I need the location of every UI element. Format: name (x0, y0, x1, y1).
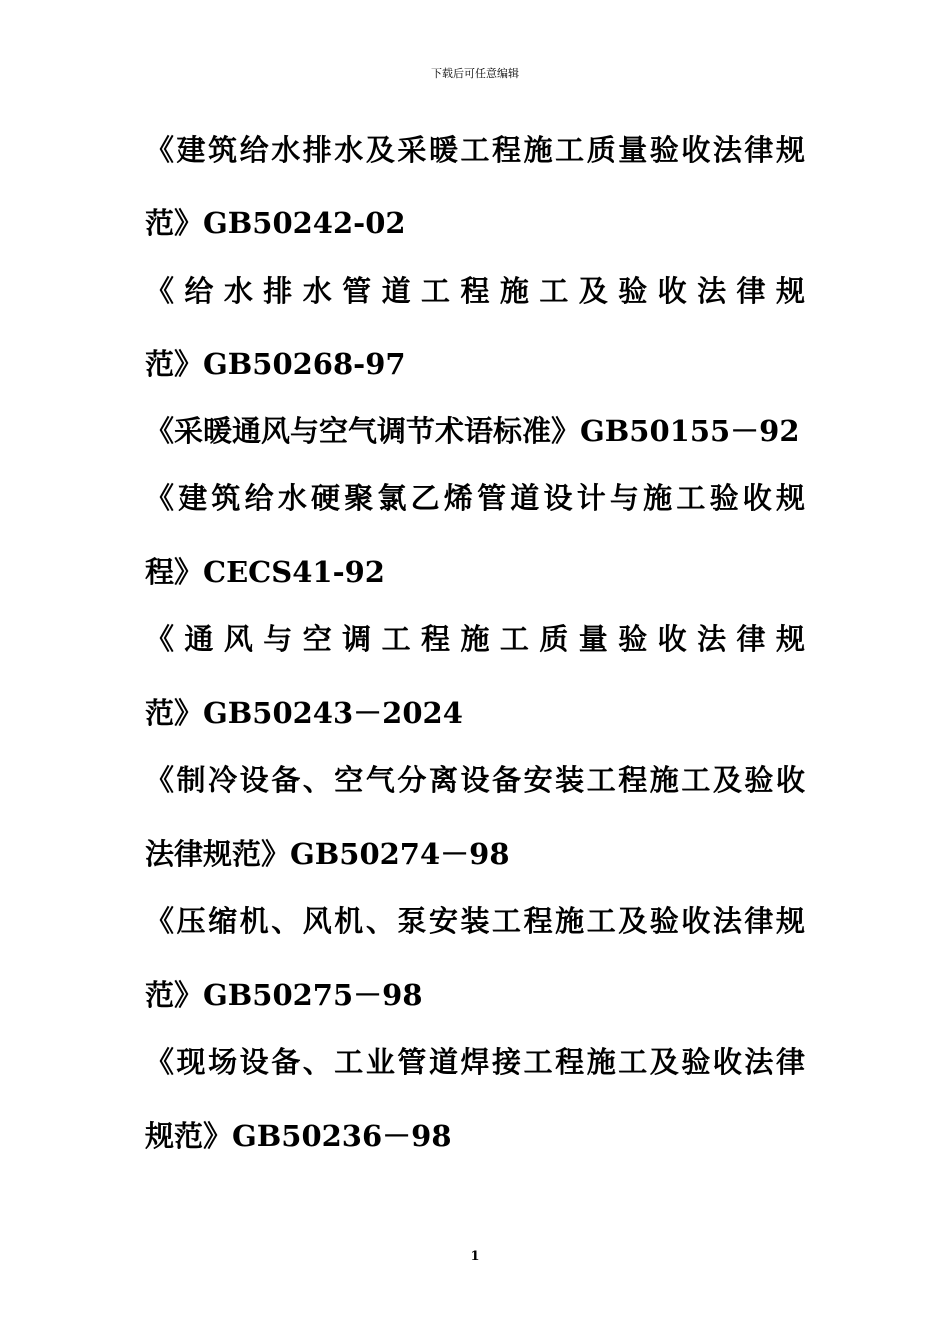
standard-8-title-line-2: 规范》GB50236－98 (145, 1119, 452, 1153)
header-note: 下载后可任意编辑 (431, 67, 519, 80)
standard-5-title-line-1: 《通风与空调工程施工质量验收法律规 (145, 622, 805, 656)
standard-4-title-line-2: 程》CECS41-92 (145, 555, 385, 589)
standard-6-title-line-1: 《制冷设备、空气分离设备安装工程施工及验收 (145, 763, 805, 797)
standard-7-title-line-2: 范》GB50275－98 (145, 978, 423, 1012)
standard-6-title-line-2: 法律规范》GB50274－98 (145, 837, 510, 871)
standard-5-title-line-2: 范》GB50243－2024 (145, 696, 463, 730)
page-number: 1 (470, 1249, 480, 1264)
standard-1-title-line-2: 范》GB50242-02 (145, 206, 406, 240)
standard-1-title-line-1: 《建筑给水排水及采暖工程施工质量验收法律规 (145, 133, 805, 167)
standard-2-title-line-2: 范》GB50268-97 (145, 347, 406, 381)
standard-3-title-line-1: 《采暖通风与空气调节术语标准》GB50155－92 (145, 414, 800, 448)
standard-7-title-line-1: 《压缩机、风机、泵安装工程施工及验收法律规 (145, 904, 805, 938)
standard-4-title-line-1: 《建筑给水硬聚氯乙烯管道设计与施工验收规 (145, 481, 805, 515)
standard-8-title-line-1: 《现场设备、工业管道焊接工程施工及验收法律 (145, 1045, 805, 1079)
standard-2-title-line-1: 《给水排水管道工程施工及验收法律规 (145, 274, 805, 308)
